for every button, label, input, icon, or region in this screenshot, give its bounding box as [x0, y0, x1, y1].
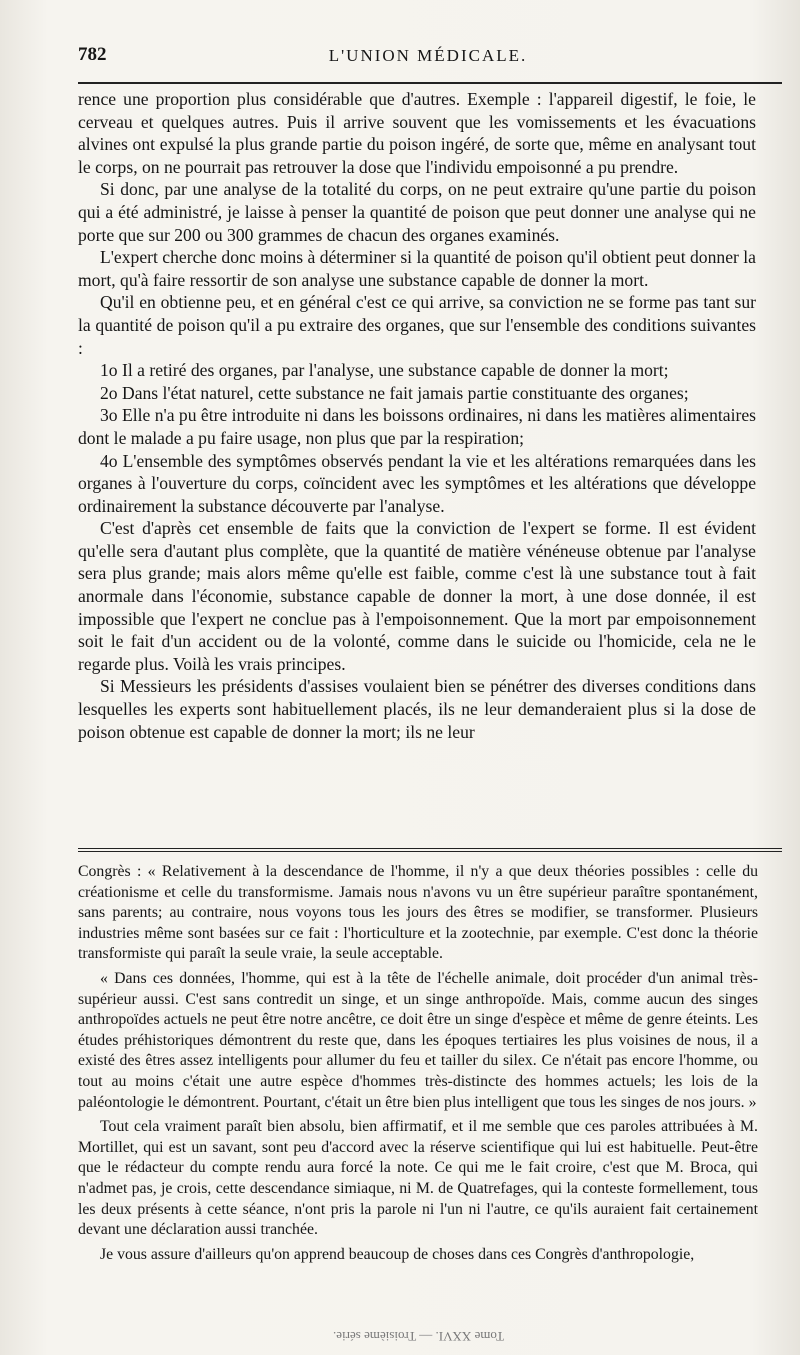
main-text	[78, 88, 756, 743]
paragraph: Si Messieurs les présidents d'assises voulaient bien se pénétrer des diverses conditions dans lesquelles les experts sont habituellement placés, ils ne leur demanderaient plus si la dose de poison obtenue est capable de donner la mort; ils ne leur	[78, 676, 756, 742]
list-item: 1o Il a retiré des organes, par l'analyse, une substance capable de donner la mort;	[100, 360, 669, 381]
list-item: 2o Dans l'état naturel, cette substance ne fait jamais partie constituante des organes;	[100, 382, 689, 403]
section-divider	[78, 848, 782, 852]
list-item: 3o Elle n'a pu être introduite ni dans les boissons ordinaires, ni dans les matières alimentaires dont le malade a pu faire usage, non plus que par la respiration;	[78, 405, 756, 448]
feuilleton-text	[78, 862, 758, 1269]
bleed-through-footer	[78, 1328, 758, 1344]
paragraph: L'expert cherche donc moins à déterminer si la quantité de poison qu'il obtient peut donner la mort, qu'à faire ressortir de son analyse une substance capable de donner la mort.	[78, 247, 756, 290]
note-paragraph: Tout cela vraiment paraît bien absolu, bien affirmatif, et il me semble que ces paroles attribuées à M. Mortillet, qui est un savant, sont peu d'accord avec la réserve scientifique qui lui est habituelle. Peut-être que le rédacteur du compte rendu aura forcé la note. Ce qui me le fait croire, c'est que M. Broca, qui n'admet pas, je crois, cette descendance simiaque, ni M. de Quatrefages, qui la conteste formellement, tous les deux présents à cette séance, n'ont pris la parole ni l'un ni l'autre, ce qu'ils auraient fait certainement devant une déclaration aussi tranchée.	[78, 1118, 758, 1239]
paragraph: Si donc, par une analyse de la totalité du corps, on ne peut extraire qu'une partie du poison qui a été administré, je laisse à penser la quantité de poison que peut donner une analyse qui ne porte que sur 200 ou 300 grammes de chacun des organes examinés.	[78, 179, 756, 245]
header-rule	[78, 82, 782, 84]
page-header	[78, 36, 778, 70]
note-paragraph: « Dans ces données, l'homme, qui est à la tête de l'échelle animale, doit procéder d'un animal très-supérieur aussi. C'est sans contredit un singe, et un singe anthropoïde. Mais, comme aucun des singes anthropoïdes actuels ne peut être notre ancêtre, ce doit être un singe d'espèce et même de genre éteints. Les études préhistoriques démontrent du reste que, dans les époques tertiaires les plus voisines de nous, il a existé des êtres assez intelligents pour allumer du feu et tailler du silex. Ce n'était pas encore l'homme, ou tout au moins c'était une autre espèce d'hommes très-distincte des hommes actuels; les lois de la paléontologie le démontrent. Pourtant, c'était un être bien plus intelligent que tous les singes de nos jours. »	[78, 969, 758, 1111]
paragraph: Qu'il en obtienne peu, et en général c'est ce qui arrive, sa conviction ne se forme pas tant sur la quantité de poison qu'il a pu extraire des organes, que sur l'ensemble des conditions suivantes :	[78, 292, 756, 358]
paragraph: C'est d'après cet ensemble de faits que la conviction de l'expert se forme. Il est évident qu'elle sera d'autant plus complète, que la quantité de matière vénéneuse obtenue par l'analyse sera plus grande; mais alors même qu'elle est faible, comme c'est là une substance tout à fait anormale dans l'économie, substance capable de donner la mort, à une dose donnée, il est impossible que l'expert ne conclue pas à l'empoisonnement. Que la mort par empoisonnement soit le fait d'un accident ou de la volonté, comme dans le suicide ou l'homicide, cela ne le regarde plus. Voilà les vrais principes.	[78, 518, 756, 674]
note-paragraph: Congrès : « Relativement à la descendance de l'homme, il n'y a que deux théories possibles : celle du créationisme et celle du transformisme. Jamais nous n'avons vu un être supérieur paraître spontanément, sans parents; au contraire, nous voyons tous les jours des êtres se modifier, se transformer. Plusieurs industries même sont basées sur ce fait : l'horticulture et la zootechnie, par exemple. C'est donc la théorie transformiste qui paraît la seule vraie, la seule acceptable.	[78, 863, 758, 963]
note-paragraph: Je vous assure d'ailleurs qu'on apprend beaucoup de choses dans ces Congrès d'anthropologie,	[100, 1245, 695, 1263]
paragraph: rence une proportion plus considérable que d'autres. Exemple : l'appareil digestif, le foie, le cerveau et quelques autres. Puis il arrive souvent que les vomissements et les évacuations alvines ont expulsé la plus grande partie du poison ingéré, de sorte que, même en analysant tout le corps, on ne pourrait pas retrouver la dose que l'individu empoisonné a pu prendre.	[78, 89, 756, 177]
page-number: 782	[78, 44, 107, 65]
running-title: L'UNION MÉDICALE.	[328, 46, 528, 65]
list-item: 4o L'ensemble des symptômes observés pendant la vie et les altérations remarquées dans les organes à l'ouverture du corps, coïncident avec les symptômes et les altérations que développe ordinairement la substance découverte par l'analyse.	[78, 450, 756, 516]
bleed-through-text: Tome XXVI. — Troisième série.	[332, 1329, 504, 1344]
